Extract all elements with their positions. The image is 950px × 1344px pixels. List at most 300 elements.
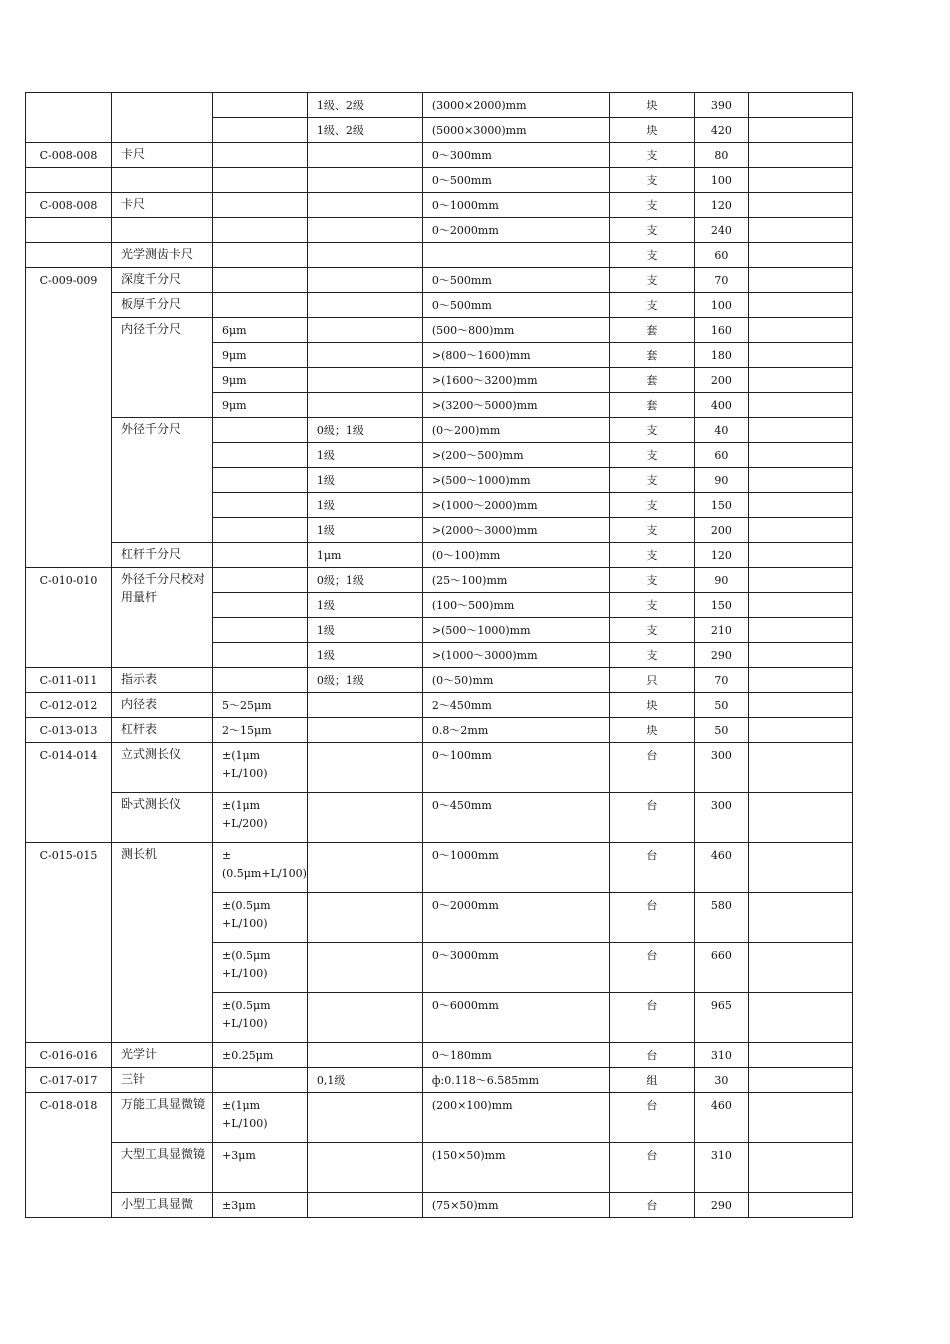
cell-precision — [213, 193, 308, 218]
precision-text — [222, 168, 307, 172]
name-text: 卡尺 — [121, 147, 146, 161]
unit-text: 台 — [646, 1099, 658, 1112]
cell-range — [422, 843, 609, 893]
cell-code — [26, 193, 112, 218]
cell-code — [26, 93, 112, 143]
unit-text: 台 — [646, 1199, 658, 1212]
cell-name — [112, 1043, 213, 1068]
cell-range — [422, 618, 609, 643]
cell-range — [422, 443, 609, 468]
note-text — [758, 343, 852, 347]
cell-code — [26, 718, 112, 743]
cell-grade — [307, 1068, 422, 1093]
cell-precision — [213, 1193, 308, 1218]
cell-code — [26, 668, 112, 693]
precision-text: 9μm — [222, 399, 247, 412]
name-text: 板厚千分尺 — [121, 297, 182, 311]
price-text: 400 — [710, 399, 732, 412]
price-text: 460 — [710, 849, 732, 862]
range-text: >(500～1000)mm — [431, 624, 531, 637]
cell-range — [422, 793, 609, 843]
unit-text: 组 — [646, 1074, 658, 1087]
cell-range — [422, 518, 609, 543]
cell-note — [748, 443, 852, 468]
table-row — [26, 168, 853, 193]
note-text — [758, 468, 852, 472]
price-text: 30 — [714, 1074, 729, 1087]
cell-note — [748, 218, 852, 243]
cell-note — [748, 493, 852, 518]
cell-unit — [609, 443, 694, 468]
table-row — [26, 218, 853, 243]
cell-note — [748, 993, 852, 1043]
note-text — [758, 718, 852, 722]
table-row — [26, 668, 853, 693]
unit-text: 台 — [646, 899, 658, 912]
cell-range — [422, 893, 609, 943]
note-text — [758, 118, 852, 122]
cell-grade — [307, 943, 422, 993]
cell-price — [694, 843, 748, 893]
cell-range — [422, 1143, 609, 1193]
cell-range — [422, 993, 609, 1043]
price-text: 40 — [714, 424, 729, 437]
range-text: >(1000～2000)mm — [431, 499, 538, 512]
cell-note — [748, 268, 852, 293]
note-text — [758, 893, 852, 897]
cell-name — [112, 743, 213, 793]
grade-text — [317, 293, 422, 297]
cell-precision — [213, 518, 308, 543]
cell-precision — [213, 943, 308, 993]
cell-code — [26, 143, 112, 168]
cell-grade — [307, 993, 422, 1043]
cell-range — [422, 168, 609, 193]
range-text: >(2000～3000)mm — [431, 524, 538, 537]
unit-text: 支 — [646, 199, 658, 212]
precision-text — [222, 418, 307, 422]
price-text: 80 — [714, 149, 729, 162]
cell-price — [694, 218, 748, 243]
price-text: 50 — [714, 724, 729, 737]
cell-grade — [307, 93, 422, 118]
unit-text: 支 — [646, 649, 658, 662]
precision-text: 6μm — [222, 324, 247, 337]
cell-note — [748, 368, 852, 393]
precision-text — [222, 493, 307, 497]
cell-range — [422, 743, 609, 793]
price-table — [25, 92, 853, 1218]
note-text — [758, 1068, 852, 1072]
range-text: ф:0.118～6.585mm — [431, 1074, 540, 1087]
name-text — [121, 168, 212, 170]
grade-text — [317, 743, 422, 747]
name-text: 杠杆千分尺 — [121, 547, 182, 561]
cell-precision — [213, 568, 308, 593]
cell-note — [748, 343, 852, 368]
code-text: C-017-017 — [39, 1074, 98, 1087]
cell-price — [694, 618, 748, 643]
code-text: C-015-015 — [39, 849, 98, 862]
range-text: 0～2000mm — [431, 899, 499, 912]
cell-range — [422, 143, 609, 168]
grade-text: 1级 — [316, 449, 335, 462]
precision-text: ±(0.5μm+L/100) — [222, 849, 307, 880]
price-text: 120 — [710, 199, 732, 212]
cell-name — [112, 143, 213, 168]
cell-precision — [213, 843, 308, 893]
cell-precision — [213, 993, 308, 1043]
price-text: 660 — [710, 949, 732, 962]
name-text: 光学测齿卡尺 — [121, 247, 194, 261]
cell-note — [748, 543, 852, 568]
price-text: 580 — [710, 899, 732, 912]
unit-text: 支 — [646, 599, 658, 612]
unit-text: 块 — [646, 699, 658, 712]
cell-note — [748, 243, 852, 268]
price-text: 965 — [710, 999, 732, 1012]
cell-grade — [307, 1193, 422, 1218]
cell-range — [422, 1193, 609, 1218]
unit-text: 套 — [646, 374, 658, 387]
cell-grade — [307, 268, 422, 293]
cell-price — [694, 518, 748, 543]
grade-text — [317, 368, 422, 372]
name-text: 卡尺 — [121, 197, 146, 211]
cell-note — [748, 568, 852, 593]
cell-price — [694, 1143, 748, 1193]
precision-text: ±3μm — [222, 1199, 256, 1212]
name-text: 外径千分尺校对用量杆 — [121, 572, 206, 604]
cell-precision — [213, 543, 308, 568]
cell-unit — [609, 593, 694, 618]
cell-code — [26, 843, 112, 1043]
grade-text: 0,1级 — [316, 1074, 346, 1087]
table-row — [26, 268, 853, 293]
cell-note — [748, 743, 852, 793]
name-text — [121, 218, 212, 220]
table-row — [26, 1143, 853, 1193]
note-text — [758, 993, 852, 997]
unit-text: 台 — [646, 849, 658, 862]
cell-note — [748, 318, 852, 343]
cell-range — [422, 418, 609, 443]
price-text: 460 — [710, 1099, 732, 1112]
range-text: 0～1000mm — [431, 199, 499, 212]
cell-precision — [213, 143, 308, 168]
grade-text: 0级；1级 — [316, 424, 364, 437]
grade-text — [317, 193, 422, 197]
cell-unit — [609, 168, 694, 193]
cell-price — [694, 643, 748, 668]
price-text: 120 — [710, 549, 732, 562]
grade-text — [317, 343, 422, 347]
cell-code — [26, 743, 112, 843]
cell-note — [748, 468, 852, 493]
grade-text — [317, 1193, 422, 1197]
cell-name — [112, 1143, 213, 1193]
grade-text — [317, 1143, 422, 1147]
name-text: 万能工具显微镜 — [121, 1097, 206, 1111]
cell-price — [694, 693, 748, 718]
cell-unit — [609, 193, 694, 218]
cell-code — [26, 1093, 112, 1218]
price-text: 90 — [714, 474, 729, 487]
note-text — [758, 643, 852, 647]
cell-range — [422, 268, 609, 293]
cell-grade — [307, 643, 422, 668]
unit-text: 支 — [646, 299, 658, 312]
precision-text — [222, 443, 307, 447]
cell-note — [748, 593, 852, 618]
precision-text: ±0.25μm — [222, 1049, 274, 1062]
table-row — [26, 718, 853, 743]
cell-grade — [307, 293, 422, 318]
cell-code — [26, 243, 112, 268]
note-text — [758, 1193, 852, 1197]
cell-note — [748, 693, 852, 718]
note-text — [758, 593, 852, 597]
price-text: 310 — [710, 1149, 732, 1162]
grade-text — [317, 793, 422, 797]
cell-range — [422, 293, 609, 318]
note-text — [758, 543, 852, 547]
unit-text: 支 — [646, 624, 658, 637]
code-text: C-013-013 — [39, 724, 98, 737]
precision-text: ±(0.5μm +L/100) — [222, 899, 271, 930]
cell-price — [694, 418, 748, 443]
grade-text: 1级 — [316, 499, 335, 512]
cell-unit — [609, 418, 694, 443]
cell-grade — [307, 168, 422, 193]
cell-range — [422, 693, 609, 718]
price-text: 300 — [710, 749, 732, 762]
cell-range — [422, 218, 609, 243]
cell-note — [748, 193, 852, 218]
code-text: C-018-018 — [39, 1099, 98, 1112]
precision-text: 9μm — [222, 349, 247, 362]
cell-unit — [609, 268, 694, 293]
cell-unit — [609, 143, 694, 168]
cell-name — [112, 1093, 213, 1143]
cell-unit — [609, 718, 694, 743]
cell-code — [26, 568, 112, 668]
cell-grade — [307, 543, 422, 568]
cell-range — [422, 643, 609, 668]
cell-grade — [307, 418, 422, 443]
note-text — [758, 168, 852, 172]
grade-text: 1级、2级 — [316, 124, 364, 137]
unit-text: 支 — [646, 499, 658, 512]
table-row — [26, 693, 853, 718]
note-text — [758, 393, 852, 397]
cell-name — [112, 168, 213, 193]
grade-text — [317, 943, 422, 947]
note-text — [758, 843, 852, 847]
cell-unit — [609, 568, 694, 593]
cell-note — [748, 1043, 852, 1068]
cell-grade — [307, 518, 422, 543]
cell-precision — [213, 393, 308, 418]
name-text: 指示表 — [121, 672, 158, 686]
cell-note — [748, 668, 852, 693]
range-text: 0～500mm — [431, 174, 492, 187]
note-text — [758, 243, 852, 247]
cell-grade — [307, 593, 422, 618]
cell-note — [748, 618, 852, 643]
unit-text: 台 — [646, 1149, 658, 1162]
price-text: 290 — [710, 1199, 732, 1212]
cell-grade — [307, 218, 422, 243]
cell-grade — [307, 393, 422, 418]
unit-text: 套 — [646, 324, 658, 337]
range-text: (200×100)mm — [431, 1099, 513, 1112]
range-text: (0～50)mm — [431, 674, 494, 687]
grade-text: 1级、2级 — [316, 99, 364, 112]
cell-unit — [609, 843, 694, 893]
price-text: 200 — [710, 524, 732, 537]
cell-unit — [609, 368, 694, 393]
unit-text: 块 — [646, 99, 658, 112]
cell-unit — [609, 743, 694, 793]
unit-text: 支 — [646, 174, 658, 187]
price-text: 90 — [714, 574, 729, 587]
grade-text — [317, 243, 422, 247]
cell-price — [694, 368, 748, 393]
cell-unit — [609, 1043, 694, 1068]
cell-precision — [213, 743, 308, 793]
cell-price — [694, 543, 748, 568]
note-text — [758, 568, 852, 572]
unit-text: 支 — [646, 249, 658, 262]
unit-text: 块 — [646, 724, 658, 737]
note-text — [758, 268, 852, 272]
cell-price — [694, 393, 748, 418]
cell-range — [422, 943, 609, 993]
cell-grade — [307, 1143, 422, 1193]
cell-grade — [307, 243, 422, 268]
cell-precision — [213, 93, 308, 118]
name-text: 深度千分尺 — [121, 272, 182, 286]
cell-note — [748, 643, 852, 668]
note-text — [758, 443, 852, 447]
unit-text: 支 — [646, 524, 658, 537]
cell-code — [26, 1068, 112, 1093]
price-text: 240 — [710, 224, 732, 237]
table-row — [26, 293, 853, 318]
grade-text — [317, 1043, 422, 1047]
cell-price — [694, 193, 748, 218]
cell-price — [694, 143, 748, 168]
cell-price — [694, 1068, 748, 1093]
cell-code — [26, 1043, 112, 1068]
cell-note — [748, 393, 852, 418]
cell-unit — [609, 343, 694, 368]
table-row — [26, 568, 853, 593]
cell-note — [748, 418, 852, 443]
cell-name — [112, 318, 213, 418]
cell-precision — [213, 468, 308, 493]
unit-text: 台 — [646, 799, 658, 812]
cell-grade — [307, 193, 422, 218]
table-row — [26, 1043, 853, 1068]
cell-range — [422, 368, 609, 393]
cell-precision — [213, 1043, 308, 1068]
unit-text: 支 — [646, 274, 658, 287]
code-text — [26, 218, 111, 222]
cell-grade — [307, 718, 422, 743]
range-text: (150×50)mm — [431, 1149, 506, 1162]
cell-precision — [213, 418, 308, 443]
name-text: 光学计 — [121, 1047, 158, 1061]
range-text: >(1600～3200)mm — [431, 374, 538, 387]
cell-price — [694, 118, 748, 143]
cell-price — [694, 268, 748, 293]
cell-range — [422, 1043, 609, 1068]
cell-name — [112, 293, 213, 318]
precision-text — [222, 468, 307, 472]
cell-precision — [213, 593, 308, 618]
grade-text: 1级 — [316, 649, 335, 662]
precision-text: ±(0.5μm +L/100) — [222, 949, 271, 980]
cell-note — [748, 893, 852, 943]
cell-grade — [307, 143, 422, 168]
precision-text — [222, 143, 307, 147]
cell-unit — [609, 1193, 694, 1218]
precision-text — [222, 643, 307, 647]
cell-unit — [609, 1093, 694, 1143]
cell-precision — [213, 1093, 308, 1143]
price-text: 100 — [710, 299, 732, 312]
grade-text — [317, 268, 422, 272]
code-text — [26, 168, 111, 172]
range-text: (75×50)mm — [431, 1199, 499, 1212]
range-text: >(800～1600)mm — [431, 349, 531, 362]
grade-text — [317, 1093, 422, 1097]
range-text: >(500～1000)mm — [431, 474, 531, 487]
cell-grade — [307, 793, 422, 843]
precision-text: 2～15μm — [222, 724, 272, 737]
range-text: 0～100mm — [431, 749, 492, 762]
cell-unit — [609, 118, 694, 143]
cell-unit — [609, 943, 694, 993]
range-text: 0～3000mm — [431, 949, 499, 962]
unit-text: 台 — [646, 949, 658, 962]
name-text: 内径千分尺 — [121, 322, 182, 336]
cell-range — [422, 543, 609, 568]
note-text — [758, 93, 852, 97]
code-text: C-014-014 — [39, 749, 98, 762]
grade-text — [317, 693, 422, 697]
code-text: C-010-010 — [39, 574, 98, 587]
cell-price — [694, 318, 748, 343]
range-text: (0～200)mm — [431, 424, 501, 437]
cell-grade — [307, 693, 422, 718]
cell-range — [422, 718, 609, 743]
cell-name — [112, 268, 213, 293]
note-text — [758, 318, 852, 322]
code-text — [26, 93, 111, 97]
table-row — [26, 143, 853, 168]
cell-precision — [213, 293, 308, 318]
grade-text: 1级 — [316, 599, 335, 612]
cell-precision — [213, 368, 308, 393]
cell-price — [694, 893, 748, 943]
unit-text: 套 — [646, 399, 658, 412]
range-text: (5000×3000)mm — [431, 124, 527, 137]
cell-name — [112, 1193, 213, 1218]
cell-unit — [609, 993, 694, 1043]
